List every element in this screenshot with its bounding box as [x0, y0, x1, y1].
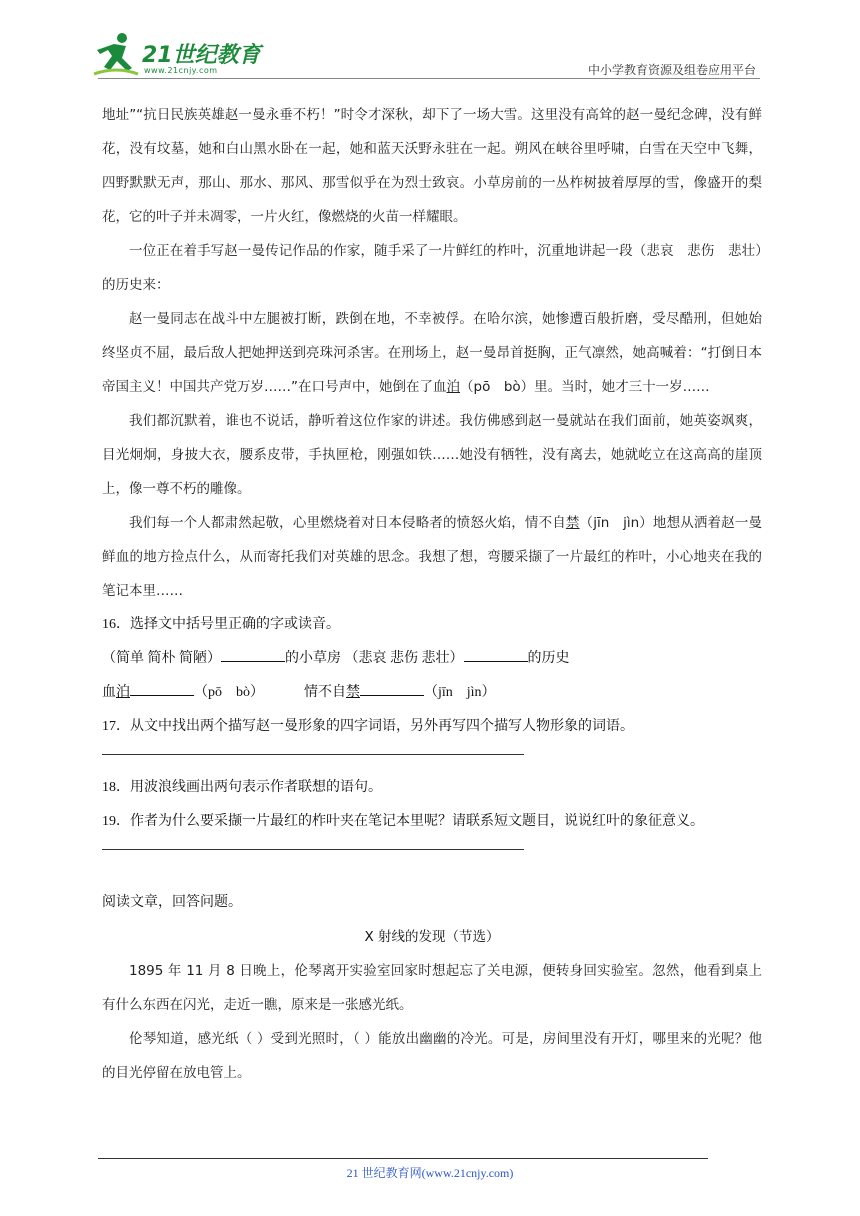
- footer-divider: [98, 1158, 708, 1159]
- q16-blank-3[interactable]: [130, 681, 194, 696]
- passage1-paragraph-3-text-a: 赵一曼同志在战斗中左腿被打断，跌倒在地，不幸被俘。在哈尔滨，她惨遭百般折磨，受尽酷刑，但她始终坚贞不屈，最后敌人把她押送到亮珠河杀害。在刑场上，赵一曼昂首挺胸，正气凛然，她高喊着：“打倒日本帝国主义！中国共产党万岁……”在口号声中，她倒在了血: [102, 311, 762, 395]
- passage1-paragraph-2: 一位正在着手写赵一曼传记作品的作家，随手采了一片鲜红的柞叶，沉重地讲起一段（悲哀 悲伤 悲壮）的历史来：: [102, 243, 762, 293]
- platform-name: 中小学教育资源及组卷应用平台: [587, 63, 756, 77]
- q16-text-xue: 血: [102, 685, 116, 700]
- underlined-char-jin: 禁: [565, 515, 580, 531]
- passage1-paragraph-1: 地址”“抗日民族英雄赵一曼永垂不朽！”时令才深秋，却下了一场大雪。这里没有高耸的赵一曼纪念碑，没有鲜花，没有坟墓，她和白山黑水卧在一起，她和蓝天沃野永驻在一起。朔风在峡谷里呼啸，白雪在天空中飞舞，四野默默无声，那山、那水、那风、那雪似乎在为烈士致哀。小草房前的一丛柞树披着厚厚的雪，像盛开的梨花，它的叶子并未凋零，一片火红，像燃烧的火苗一样耀眼。: [102, 107, 762, 225]
- q17-answer-line[interactable]: [102, 754, 524, 755]
- q19-answer-line[interactable]: [102, 849, 524, 850]
- underlined-char-po: 泊: [446, 379, 460, 395]
- passage1-paragraph-3-text-b: （pō bò）里。当时，她才三十一岁……: [460, 379, 710, 395]
- question-16-line-2: [102, 676, 762, 710]
- question-16-line-1: [102, 642, 762, 676]
- passage1-paragraph-4: 我们都沉默着，谁也不说话，静听着这位作家的讲述。我仿佛感到赵一曼就站在我们面前，她英姿飒爽，目光炯炯，身披大衣，腰系皮带，手执匣枪，刚强如铁……她没有牺牲，没有离去，她就屹立在这高高的崖顶上，像一尊不朽的雕像。: [102, 413, 762, 497]
- logo-title: 21世纪教育: [142, 43, 261, 68]
- header-divider: [98, 78, 760, 79]
- page-header: [0, 0, 860, 84]
- logo-url: www.21cnjy.com: [144, 66, 218, 75]
- document-body: [102, 98, 762, 1090]
- passage1-paragraph-5: [102, 506, 762, 608]
- q16-underlined-jin: 禁: [346, 685, 360, 700]
- site-logo[interactable]: [92, 30, 262, 80]
- question-19: 19．作者为什么要采撷一片最红的柞叶夹在笔记本里呢？请联系短文题目，说说红叶的象征意义。: [102, 814, 704, 829]
- passage2-title: X 射线的发现（节选）: [364, 929, 500, 945]
- q16-options-1: （简单 简朴 简陋）: [102, 651, 221, 666]
- passage1-paragraph-5-text-a: 我们每一个人都肃然起敬，心里燃烧着对日本侵略者的愤怒火焰，情不自: [129, 515, 566, 531]
- q16-blank-1[interactable]: [221, 647, 285, 662]
- passage2-paragraph-2: 伦琴知道，感光纸（ ）受到光照时，（ ）能放出幽幽的冷光。可是，房间里没有开灯，哪里来的光呢？他的目光停留在放电管上。: [102, 1031, 762, 1081]
- question-16: 16．选择文中括号里正确的字或读音。: [102, 617, 340, 632]
- footer-link[interactable]: 21 世纪教育网(www.21cnjy.com): [346, 1166, 514, 1180]
- runner-logo-icon: [92, 30, 140, 78]
- q16-pinyin-po: （pō bò）: [194, 685, 264, 700]
- q16-options-2: 的小草房 （悲哀 悲伤 悲壮）: [285, 651, 464, 666]
- question-18: 18．用波浪线画出两句表示作者联想的语句。: [102, 780, 382, 795]
- question-17: 17．从文中找出两个描写赵一曼形象的四字词语，另外再写四个描写人物形象的词语。: [102, 719, 634, 734]
- q16-blank-2[interactable]: [464, 647, 528, 662]
- passage2-paragraph-1: 1895 年 11 月 8 日晚上，伦琴离开实验室回家时想起忘了关电源，便转身回实验室。忽然，他看到桌上有什么东西在闪光，走近一瞧，原来是一张感光纸。: [102, 963, 762, 1013]
- q16-pinyin-jin: （jīn jìn）: [424, 685, 496, 700]
- passage2-intro: 阅读文章，回答问题。: [102, 895, 242, 910]
- q16-blank-4[interactable]: [360, 681, 424, 696]
- q16-underlined-po: 泊: [116, 685, 130, 700]
- passage1-paragraph-5-text-b: （jīn jìn）地想从洒着赵一曼鲜血的地方捡点什么，从而寄托我们对英雄的思念。我想了想，弯腰采撷了一片最红的柞叶，小心地夹在我的笔记本里……: [102, 515, 762, 599]
- q16-text-history: 的历史: [527, 651, 570, 666]
- passage1-paragraph-3: [102, 302, 762, 404]
- q16-text-qingbuzi: 情不自: [304, 685, 346, 700]
